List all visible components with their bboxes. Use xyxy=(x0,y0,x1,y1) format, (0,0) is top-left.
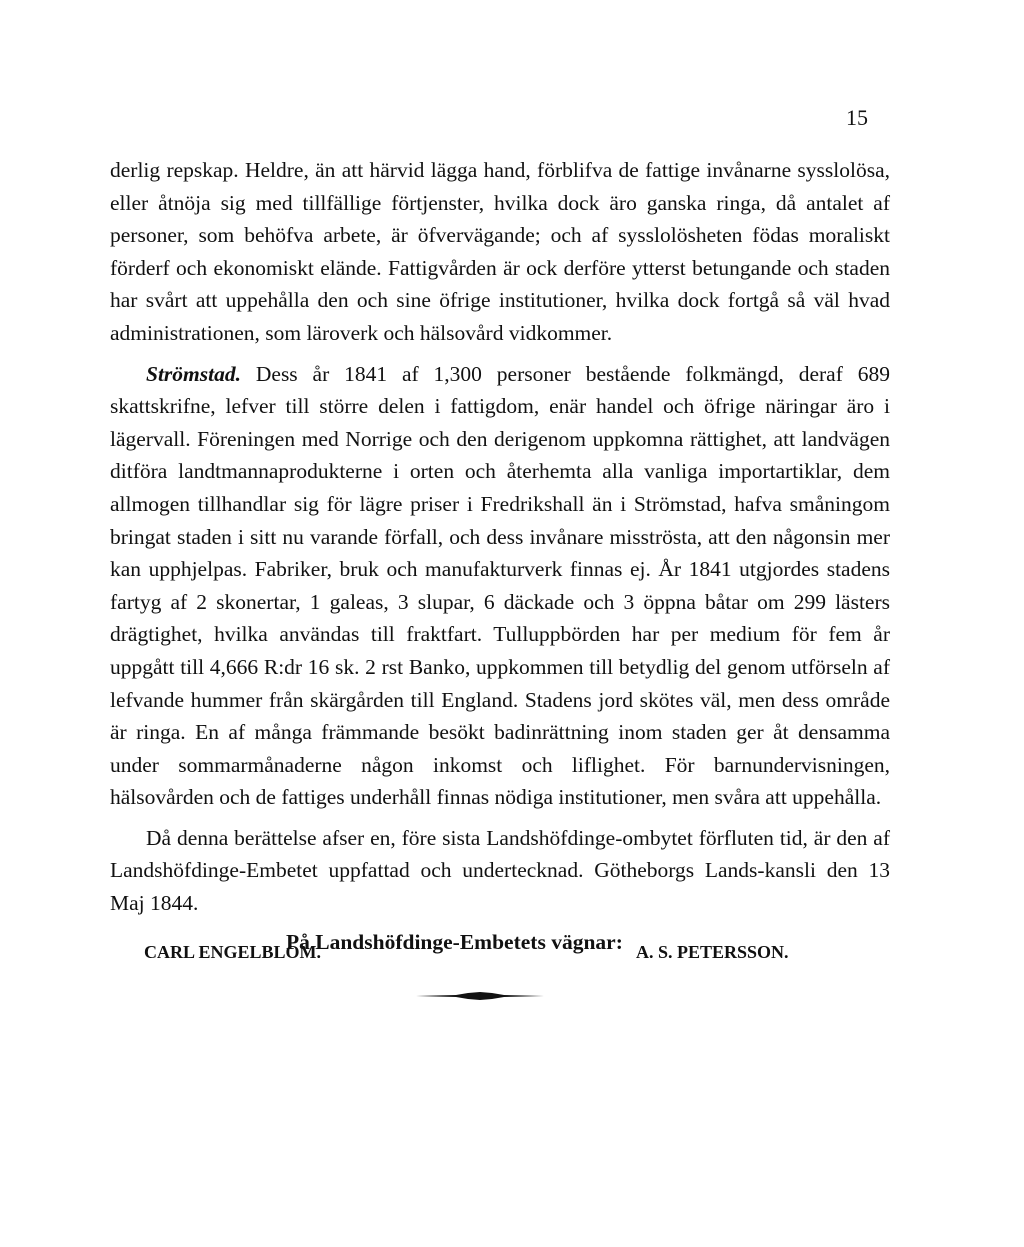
run-in-heading-stromstad: Strömstad. xyxy=(146,361,241,386)
closing-formula: På Landshöfdinge-Embetets vägnar: xyxy=(286,929,623,954)
body-text xyxy=(110,154,890,958)
paragraph-closing-statement: Då denna berättelse afser en, före sista Landshöfdinge-ombytet förfluten tid, är den af Landshöfdinge-Embetet uppfattad och undertecknad. Götheborgs Lands-kansli den 13 Maj 1844. xyxy=(110,825,890,916)
paragraph-stromstad-text: Dess år 1841 af 1,300 personer bestående folkmängd, deraf 689 skattskrifne, lefver till större delen i fattigdom, enär handel och öfrige näringar äro i lägervall. Föreningen med Norrige och den derigenom uppkomna rättighet, att landvägen ditföra landtmannaprodukterne i orten och återhemta alla vanliga importartiklar, dem allmogen tillhandlar sig för lägre priser i Fredrikshall än i Strömstad, hafva småningom bringat staden i sitt nu varande förfall, och dess invånare misströsta, att den någonsin mer kan upphjelpas. Fabriker, bruk och manufakturverk finnas ej. År 1841 utgjordes stadens fartyg af 2 skonertar, 1 galeas, 3 slupar, 6 däckade och 3 öppna båtar om 299 lästers drägtighet, hvilka användas till fraktfart. Tulluppbörden har per medium för fem år uppgått till 4,666 R:dr 16 sk. 2 rst Banko, uppkommen till betydlig del genom utförseln af lefvande hummer från skärgården till England. Stadens jord skötes väl, men dess område är ringa. En af många främmande besökt badinrättning inom staden ger åt densamma under sommarmånaderne någon inkomst och liflighet. För barnundervisningen, hälsovården och de fattiges underhåll finnas nödiga institutioner, men svåra att uppehålla. xyxy=(110,361,890,810)
signatures xyxy=(110,938,890,968)
page-number: 15 xyxy=(846,105,868,130)
paragraph-continuation: derlig repskap. Heldre, än att härvid lägga hand, förblifva de fattige invånarne sysslolösa, eller åtnöja sig med tillfällige förtjenster, hvilka dock äro ganska ringa, då antalet af personer, som behöfva arbete, är öfvervägande; och af sysslolösheten födas moraliskt förderf och ekonomiskt elände. Fattigvården är ock derföre ytterst betungande och staden har svårt att uppehålla den och sine öfrige institutioner, hvilka dock fortgå så väl hvad administrationen, som läroverk och hälsovård vidkommer. xyxy=(110,158,890,345)
document-page xyxy=(110,0,890,1247)
end-ornament-rule xyxy=(416,990,544,1002)
signature-left: CARL ENGELBLOM. xyxy=(144,942,322,962)
paragraph-stromstad xyxy=(110,358,890,814)
signature-right: A. S. PETERSSON. xyxy=(636,942,789,962)
